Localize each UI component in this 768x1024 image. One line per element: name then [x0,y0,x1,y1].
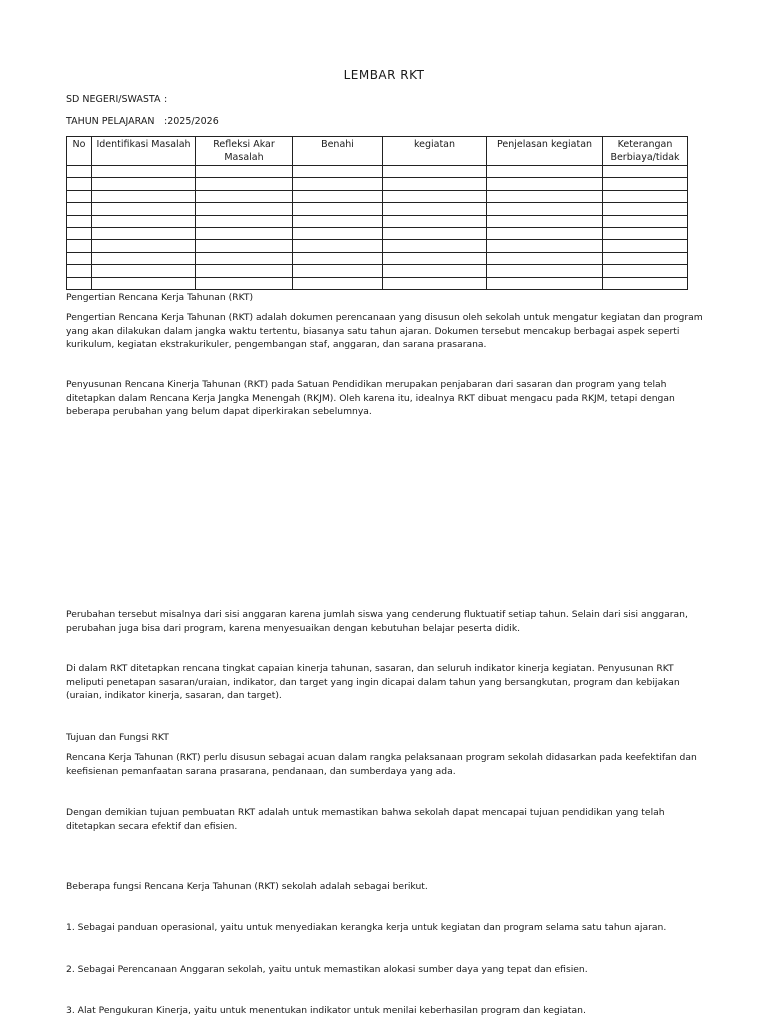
table-cell [603,227,688,239]
list-item-fungsi-2: 2. Sebagai Perencanaan Anggaran sekolah, yaitu untuk memastikan alokasi sumber daya yang tepat dan efisien. [66,964,588,975]
table-cell [603,203,688,215]
table-cell [67,190,92,202]
table-cell [293,178,383,190]
table-cell [67,203,92,215]
header-no: No [67,137,92,166]
header-keterangan: Keterangan Berbiaya/tidak [603,137,688,166]
year-line [66,116,219,127]
table-cell [603,252,688,264]
table-row [67,252,688,264]
header-kegiatan: kegiatan [383,137,487,166]
paragraph-pengertian: Pengertian Rencana Kerja Tahunan (RKT) adalah dokumen perencanaan yang disusun oleh sekolah untuk mengatur kegiatan dan program yang akan dilakukan dalam jangka waktu tertentu, biasanya satu tahun ajaran. Dokumen tersebut mencakup berbagai aspek seperti kurikulum, kegiatan ekstrakurikuler, pengembangan staf, anggaran, dan sarana prasarana. [66,312,703,350]
table-cell [293,203,383,215]
table-cell [383,265,487,277]
table-cell [92,166,196,178]
table-cell [67,227,92,239]
rkt-table [66,136,688,290]
table-row [67,265,688,277]
table-cell [293,277,383,289]
table-cell [196,166,293,178]
table-cell [92,203,196,215]
table-row [67,215,688,227]
document-title: LEMBAR RKT [343,68,425,82]
table-row [67,190,688,202]
table-cell [92,215,196,227]
table-cell [92,227,196,239]
table-cell [487,227,603,239]
year-label: TAHUN PELAJARAN [66,116,155,127]
table-cell [67,277,92,289]
table-cell [487,203,603,215]
table-cell [67,215,92,227]
table-row [67,277,688,289]
table-cell [293,215,383,227]
school-value: : [164,94,168,105]
paragraph-heading-tujuan: Tujuan dan Fungsi RKT [66,732,169,743]
table-cell [487,190,603,202]
table-cell [92,190,196,202]
table-cell [603,265,688,277]
paragraph-ditetapkan: Di dalam RKT ditetapkan rencana tingkat capaian kinerja tahunan, sasaran, dan seluruh indikator kinerja kegiatan. Penyusunan RKT meliputi penetapan sasaran/uraian, indikator, dan target yang ingin dicapai dalam tahun yang bersangkutan, program dan kebijakan (uraian, indikator kinerja, sasaran, dan target). [66,663,680,701]
table-cell [383,190,487,202]
table-cell [383,227,487,239]
table-cell [603,215,688,227]
table-cell [196,252,293,264]
paragraph-fungsi-intro: Beberapa fungsi Rencana Kerja Tahunan (RKT) sekolah adalah sebagai berikut. [66,881,428,892]
table-cell [92,252,196,264]
table-header-row [67,137,688,166]
paragraph-penyusunan: Penyusunan Rencana Kinerja Tahunan (RKT) pada Satuan Pendidikan merupakan penjabaran dari sasaran dan program yang telah ditetapkan dalam Rencana Kerja Jangka Menengah (RKJM). Oleh karena itu, idealnya RKT dibuat mengacu pada RKJM, tetapi dengan beberapa perubahan yang belum dapat diperkirakan sebelumnya. [66,379,675,417]
table-cell [67,265,92,277]
table-cell [196,240,293,252]
table-cell [603,190,688,202]
table-cell [383,203,487,215]
table-cell [603,178,688,190]
table-cell [92,240,196,252]
table-body [67,166,688,290]
table-cell [196,203,293,215]
table-cell [67,166,92,178]
table-cell [383,252,487,264]
table-cell [383,277,487,289]
table-cell [67,252,92,264]
table-cell [603,277,688,289]
table-cell [67,240,92,252]
year-value: :2025/2026 [164,116,219,127]
table-cell [487,252,603,264]
table-cell [293,190,383,202]
table-cell [383,178,487,190]
table-cell [92,265,196,277]
table-cell [92,277,196,289]
table-row [67,178,688,190]
table-row [67,166,688,178]
list-item-fungsi-1: 1. Sebagai panduan operasional, yaitu untuk menyediakan kerangka kerja untuk kegiatan dan program selama satu tahun ajaran. [66,922,667,933]
paragraph-acuan: Rencana Kerja Tahunan (RKT) perlu disusun sebagai acuan dalam rangka pelaksanaan program sekolah didasarkan pada keefektifan dan keefisienan pemanfaatan sarana prasarana, pendanaan, dan sumberdaya yang ada. [66,752,697,777]
table-cell [196,277,293,289]
table-cell [293,227,383,239]
table-cell [487,240,603,252]
header-identifikasi-masalah: Identifikasi Masalah [92,137,196,166]
table-cell [196,190,293,202]
table-cell [293,265,383,277]
school-label: SD NEGERI/SWASTA [66,94,161,105]
table-cell [67,178,92,190]
table-cell [603,166,688,178]
table-row [67,240,688,252]
table-cell [196,215,293,227]
table-cell [196,227,293,239]
table-row [67,227,688,239]
table-cell [383,240,487,252]
table-cell [293,240,383,252]
list-item-fungsi-3: 3. Alat Pengukuran Kinerja, yaitu untuk menentukan indikator untuk menilai keberhasilan program dan kegiatan. [66,1005,586,1016]
table-cell [487,277,603,289]
table-cell [196,265,293,277]
table-cell [487,215,603,227]
table-cell [196,178,293,190]
table-cell [92,178,196,190]
table-row [67,203,688,215]
table-cell [487,166,603,178]
paragraph-tujuan: Dengan demikian tujuan pembuatan RKT adalah untuk memastikan bahwa sekolah dapat mencapai tujuan pendidikan yang telah ditetapkan secara efektif dan efisien. [66,807,665,832]
school-line [66,94,167,105]
paragraph-heading-pengertian: Pengertian Rencana Kerja Tahunan (RKT) [66,292,254,303]
table-cell [383,215,487,227]
header-benahi: Benahi [293,137,383,166]
table-cell [293,252,383,264]
table-cell [293,166,383,178]
paragraph-perubahan: Perubahan tersebut misalnya dari sisi anggaran karena jumlah siswa yang cenderung fluktuatif setiap tahun. Selain dari sisi anggaran, perubahan juga bisa dari program, karena menyesuaikan dengan kebutuhan belajar peserta didik. [66,609,688,634]
header-penjelasan-kegiatan: Penjelasan kegiatan [487,137,603,166]
table-cell [487,178,603,190]
table-cell [383,166,487,178]
table-cell [487,265,603,277]
header-refleksi-akar-masalah: Refleksi Akar Masalah [196,137,293,166]
table-cell [603,240,688,252]
